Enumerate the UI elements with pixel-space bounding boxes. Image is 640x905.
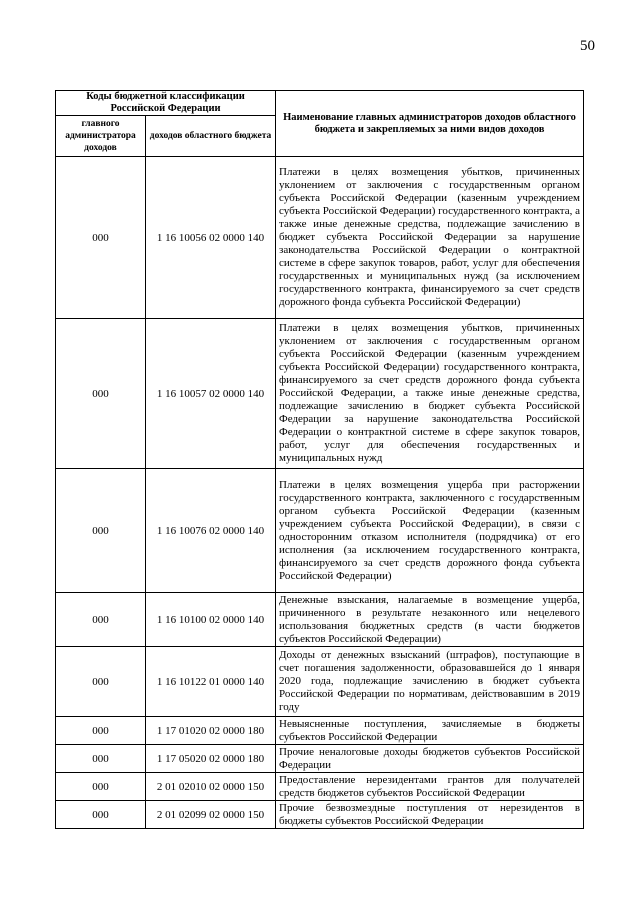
admin-code-cell: 000 [56, 319, 146, 469]
admin-code-cell: 000 [56, 801, 146, 829]
revenue-description-cell: Прочие безвозмездные поступления от нерезидентов в бюджеты субъектов Российской Федерации [276, 801, 584, 829]
table-row [56, 593, 584, 647]
revenue-description-cell: Предоставление нерезидентами грантов для получателей средств бюджетов субъектов Российской Федерации [276, 773, 584, 801]
table-row [56, 801, 584, 829]
revenue-description-cell: Платежи в целях возмещения ущерба при расторжении государственного контракта, заключенного с государственным органом субъекта Российской Федерации (казенным учреждением субъекта Российской Федерации), в связи с односторонним отказом исполнителя (подрядчика) от его исполнения (за исключением государственного контракта, финансируемого за счет средств дорожного фонда субъекта Российской Федерации) [276, 469, 584, 593]
table-row [56, 647, 584, 717]
table-row [56, 717, 584, 745]
revenue-codes-table [55, 90, 584, 829]
table-row [56, 773, 584, 801]
revenue-code-cell: 1 16 10122 01 0000 140 [146, 647, 276, 717]
revenue-description-cell: Платежи в целях возмещения убытков, причиненных уклонением от заключения с государственным органом субъекта Российской Федерации (казенным учреждением субъекта Российской Федерации) государственного контракта, а также иные денежные средства, подлежащие зачислению в бюджет субъекта Российской Федерации за нарушение законодательства Российской Федерации о контрактной системе в сфере закупок товаров, работ, услуг для обеспечения государственных и муниципальных нужд (за исключением государственного контракта, финансируемого за счет средств дорожного фонда субъекта Российской Федерации) [276, 157, 584, 319]
revenue-code-cell: 1 16 10057 02 0000 140 [146, 319, 276, 469]
revenue-code-cell: 1 16 10100 02 0000 140 [146, 593, 276, 647]
page-number: 50 [580, 38, 595, 54]
admin-code-cell: 000 [56, 157, 146, 319]
revenue-code-cell: 2 01 02099 02 0000 150 [146, 801, 276, 829]
revenue-code-cell: 1 16 10056 02 0000 140 [146, 157, 276, 319]
admin-code-cell: 000 [56, 773, 146, 801]
header-main-administrator: главного администратора доходов [56, 116, 146, 157]
revenue-description-cell: Платежи в целях возмещения убытков, причиненных уклонением от заключения с государственным органом субъекта Российской Федерации (казенным учреждением субъекта Российской Федерации) государственного контракта, финансируемого за счет средств дорожного фонда субъекта Российской Федерации, а также иные денежные средства, подлежащие зачислению в бюджет субъекта Российской Федерации за нарушение законодательства Российской Федерации о контрактной системе в сфере закупок товаров, работ, услуг для обеспечения государственных и муниципальных нужд [276, 319, 584, 469]
revenue-code-cell: 1 16 10076 02 0000 140 [146, 469, 276, 593]
revenue-code-cell: 2 01 02010 02 0000 150 [146, 773, 276, 801]
table-row [56, 319, 584, 469]
table-row [56, 745, 584, 773]
revenue-code-cell: 1 17 01020 02 0000 180 [146, 717, 276, 745]
header-administrator-name: Наименование главных администраторов доходов областного бюджета и закрепляемых за ними видов доходов [276, 91, 584, 157]
revenue-description-cell: Прочие неналоговые доходы бюджетов субъектов Российской Федерации [276, 745, 584, 773]
header-regional-revenue-code: доходов областного бюджета [146, 116, 276, 157]
revenue-description-cell: Невыясненные поступления, зачисляемые в бюджеты субъектов Российской Федерации [276, 717, 584, 745]
table-row [56, 469, 584, 593]
header-budget-classification: Коды бюджетной классификации Российской Федерации [56, 91, 276, 116]
revenue-description-cell: Доходы от денежных взысканий (штрафов), поступающие в счет погашения задолженности, образовавшейся до 1 января 2020 года, подлежащие зачислению в бюджет субъекта Российской Федерации по нормативам, действовавшим в 2019 году [276, 647, 584, 717]
revenue-description-cell: Денежные взыскания, налагаемые в возмещение ущерба, причиненного в результате незаконного или нецелевого использования бюджетных средств (в части бюджетов субъектов Российской Федерации) [276, 593, 584, 647]
table-row [56, 157, 584, 319]
admin-code-cell: 000 [56, 717, 146, 745]
revenue-code-cell: 1 17 05020 02 0000 180 [146, 745, 276, 773]
admin-code-cell: 000 [56, 469, 146, 593]
admin-code-cell: 000 [56, 593, 146, 647]
admin-code-cell: 000 [56, 745, 146, 773]
admin-code-cell: 000 [56, 647, 146, 717]
